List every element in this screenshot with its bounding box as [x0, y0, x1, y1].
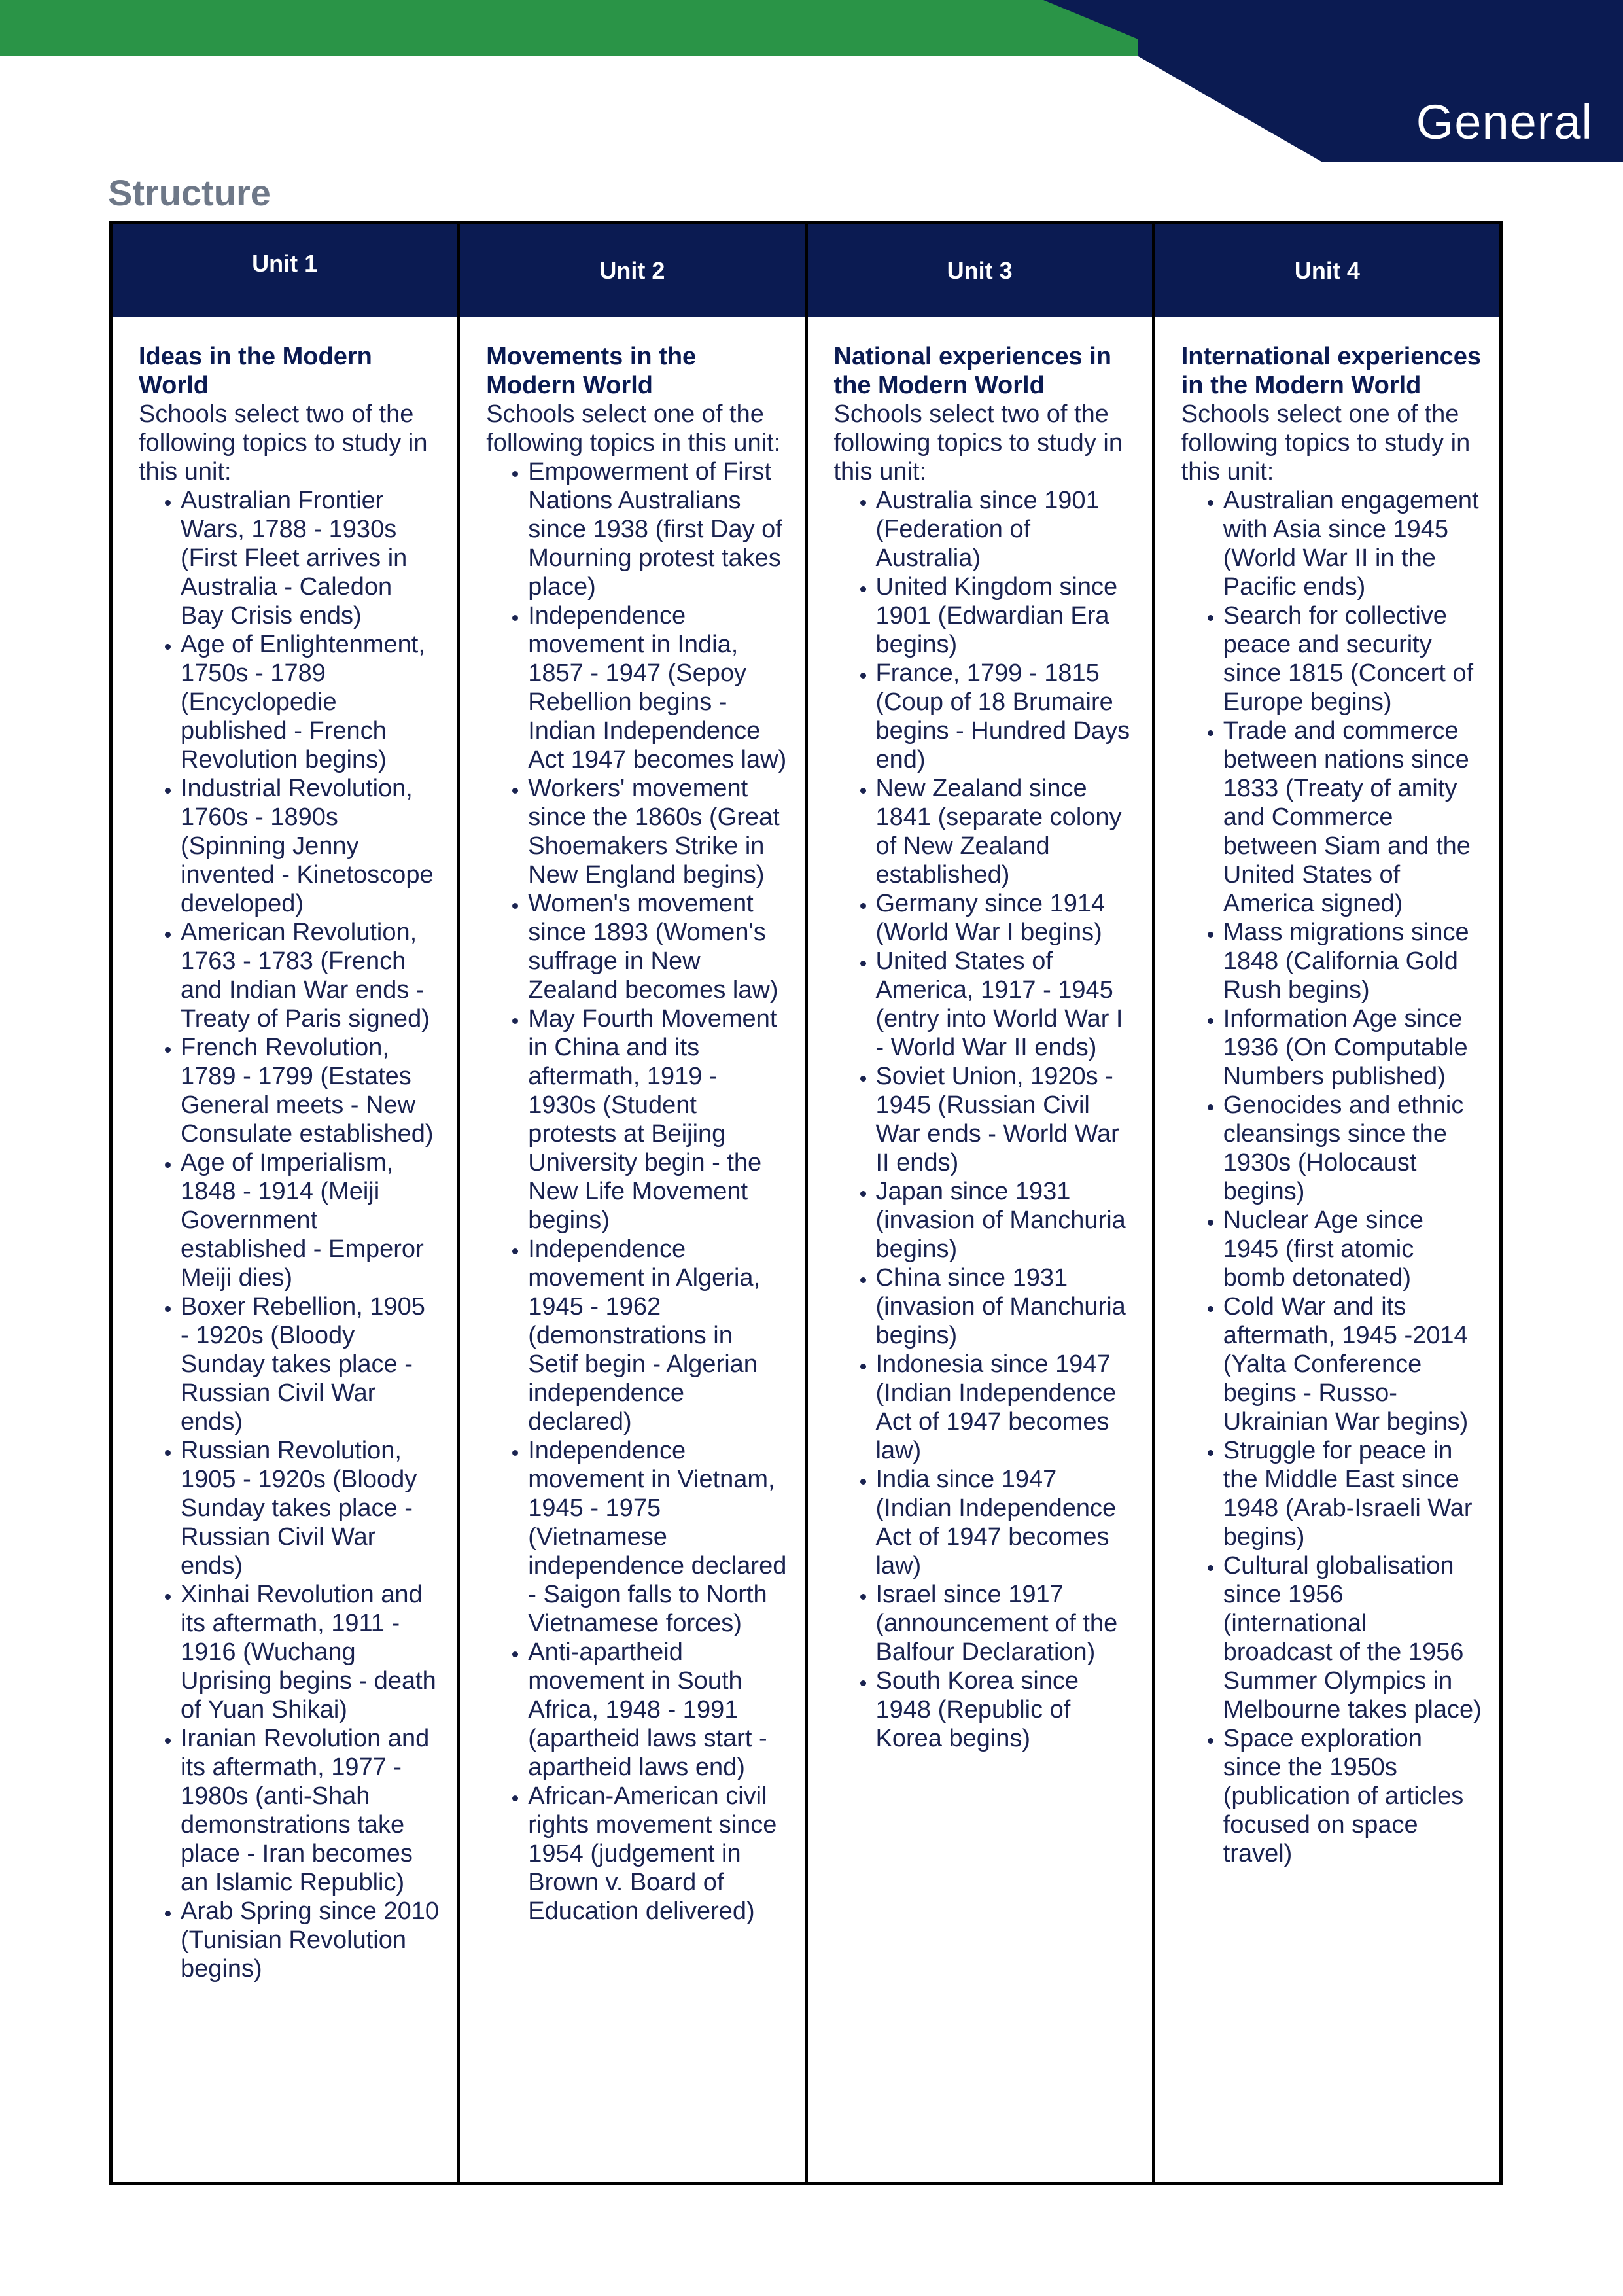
topic-item: • Search for collective peace and security since 1815 (Concert of Europe begins)	[1223, 601, 1482, 716]
topic-item: • Indonesia since 1947 (Indian Independence Act of 1947 becomes law)	[876, 1350, 1135, 1465]
topic-item: • United Kingdom since 1901 (Edwardian Era begins)	[876, 573, 1135, 659]
unit-column-4	[1155, 224, 1499, 2182]
topic-item: • Cultural globalisation since 1956 (international broadcast of the 1956 Summer Olympics in Melbourne takes place)	[1223, 1551, 1482, 1724]
topic-item: • Russian Revolution, 1905 - 1920s (Bloody Sunday takes place - Russian Civil War ends)	[181, 1436, 440, 1580]
topic-item: • Cold War and its aftermath, 1945 -2014 (Yalta Conference begins - Russo-Ukrainian War begins)	[1223, 1292, 1482, 1436]
topic-item: • Australian Frontier Wars, 1788 - 1930s (First Fleet arrives in Australia - Caledon Bay Crisis ends)	[181, 486, 440, 630]
unit-intro: Schools select one of the following topics to study in this unit:	[1181, 400, 1471, 486]
unit-title: National experiences in the Modern World	[833, 343, 1111, 399]
structure-table	[109, 221, 1503, 2185]
topic-item: • French Revolution, 1789 - 1799 (Estates General meets - New Consulate established)	[181, 1033, 440, 1148]
unit-title: International experiences in the Modern World	[1181, 343, 1482, 399]
header-banner-graphic	[0, 0, 1623, 164]
unit-body	[808, 317, 1152, 2182]
topic-item: • Age of Enlightenment, 1750s - 1789 (Encyclopedie published - French Revolution begins)	[181, 630, 440, 774]
topic-item: • Independence movement in India, 1857 - 1947 (Sepoy Rebellion begins - Indian Independence Act 1947 becomes law)	[528, 601, 787, 774]
topic-list	[834, 486, 1135, 1753]
unit-column-2	[460, 224, 807, 2182]
unit-heading: Unit 3	[808, 224, 1152, 317]
topic-item: • Space exploration since the 1950s (publication of articles focused on space travel)	[1223, 1724, 1482, 1868]
topic-item: • India since 1947 (Indian Independence Act of 1947 becomes law)	[876, 1465, 1135, 1580]
topic-item: • Anti-apartheid movement in South Africa, 1948 - 1991 (apartheid laws start - apartheid laws end)	[528, 1638, 787, 1782]
unit-heading: Unit 4	[1155, 224, 1499, 317]
unit-title: Movements in the Modern World	[486, 343, 697, 399]
topic-item: • Germany since 1914 (World War I begins)	[876, 889, 1135, 947]
topic-item: • Independence movement in Algeria, 1945 - 1962 (demonstrations in Setif begin - Algerian independence declared)	[528, 1235, 787, 1436]
topic-item: • Iranian Revolution and its aftermath, 1977 - 1980s (anti-Shah demonstrations take place - Iran becomes an Islamic Republic)	[181, 1724, 440, 1897]
topic-item: • South Korea since 1948 (Republic of Korea begins)	[876, 1667, 1135, 1753]
unit-heading: Unit 1	[113, 224, 457, 317]
topic-item: • Women's movement since 1893 (Women's suffrage in New Zealand becomes law)	[528, 889, 787, 1004]
topic-item: • Independence movement in Vietnam, 1945 - 1975 (Vietnamese independence declared - Saigon falls to North Vietnamese forces)	[528, 1436, 787, 1638]
topic-item: • African-American civil rights movement since 1954 (judgement in Brown v. Board of Education delivered)	[528, 1782, 787, 1926]
topic-item: • Boxer Rebellion, 1905 - 1920s (Bloody Sunday takes place - Russian Civil War ends)	[181, 1292, 440, 1436]
unit-intro: Schools select two of the following topics to study in this unit:	[833, 400, 1123, 486]
topic-list	[1181, 486, 1482, 1868]
topic-item: • China since 1931 (invasion of Manchuria begins)	[876, 1263, 1135, 1350]
unit-column-3	[808, 224, 1155, 2182]
topic-item: • Industrial Revolution, 1760s - 1890s (Spinning Jenny invented - Kinetoscope developed)	[181, 774, 440, 918]
topic-list	[139, 486, 440, 1983]
topic-item: • Israel since 1917 (announcement of the Balfour Declaration)	[876, 1580, 1135, 1667]
section-title: Structure	[108, 172, 271, 213]
unit-title: Ideas in the Modern World	[139, 343, 372, 399]
topic-item: • Age of Imperialism, 1848 - 1914 (Meiji Government established - Emperor Meiji dies)	[181, 1148, 440, 1292]
header-label: General	[1416, 95, 1593, 149]
topic-item: • Information Age since 1936 (On Computable Numbers published)	[1223, 1004, 1482, 1091]
topic-item: • Genocides and ethnic cleansings since the 1930s (Holocaust begins)	[1223, 1091, 1482, 1206]
topic-item: • May Fourth Movement in China and its aftermath, 1919 - 1930s (Student protests at Beijing University begin - the New Life Movement begins)	[528, 1004, 787, 1235]
topic-item: • Japan since 1931 (invasion of Manchuria begins)	[876, 1177, 1135, 1263]
unit-intro: Schools select one of the following topics in this unit:	[486, 400, 781, 457]
topic-item: • Australia since 1901 (Federation of Australia)	[876, 486, 1135, 573]
unit-heading: Unit 2	[460, 224, 804, 317]
topic-item: • American Revolution, 1763 - 1783 (French and Indian War ends - Treaty of Paris signed)	[181, 918, 440, 1033]
topic-item: • Trade and commerce between nations since 1833 (Treaty of amity and Commerce between Siam and the United States of America signed)	[1223, 716, 1482, 918]
page-header	[0, 0, 1623, 164]
topic-item: • Struggle for peace in the Middle East since 1948 (Arab-Israeli War begins)	[1223, 1436, 1482, 1551]
unit-body	[113, 317, 457, 2182]
topic-item: • New Zealand since 1841 (separate colony of New Zealand established)	[876, 774, 1135, 889]
unit-body	[1155, 317, 1499, 2182]
topic-item: • Xinhai Revolution and its aftermath, 1911 - 1916 (Wuchang Uprising begins - death of Yuan Shikai)	[181, 1580, 440, 1724]
topic-item: • Nuclear Age since 1945 (first atomic bomb detonated)	[1223, 1206, 1482, 1292]
topic-item: • Empowerment of First Nations Australians since 1938 (first Day of Mourning protest takes place)	[528, 457, 787, 601]
topic-item: • United States of America, 1917 - 1945 (entry into World War I - World War II ends)	[876, 947, 1135, 1062]
topic-item: • Mass migrations since 1848 (California Gold Rush begins)	[1223, 918, 1482, 1004]
topic-item: • Australian engagement with Asia since 1945 (World War II in the Pacific ends)	[1223, 486, 1482, 601]
topic-list	[486, 457, 787, 1926]
topic-item: • Workers' movement since the 1860s (Great Shoemakers Strike in New England begins)	[528, 774, 787, 889]
green-stripe	[0, 0, 1138, 56]
unit-intro: Schools select two of the following topics to study in this unit:	[139, 400, 428, 486]
topic-item: • France, 1799 - 1815 (Coup of 18 Brumaire begins - Hundred Days end)	[876, 659, 1135, 774]
topic-item: • Arab Spring since 2010 (Tunisian Revolution begins)	[181, 1897, 440, 1983]
unit-body	[460, 317, 804, 2182]
topic-item: • Soviet Union, 1920s - 1945 (Russian Civil War ends - World War II ends)	[876, 1062, 1135, 1177]
unit-column-1	[113, 224, 460, 2182]
